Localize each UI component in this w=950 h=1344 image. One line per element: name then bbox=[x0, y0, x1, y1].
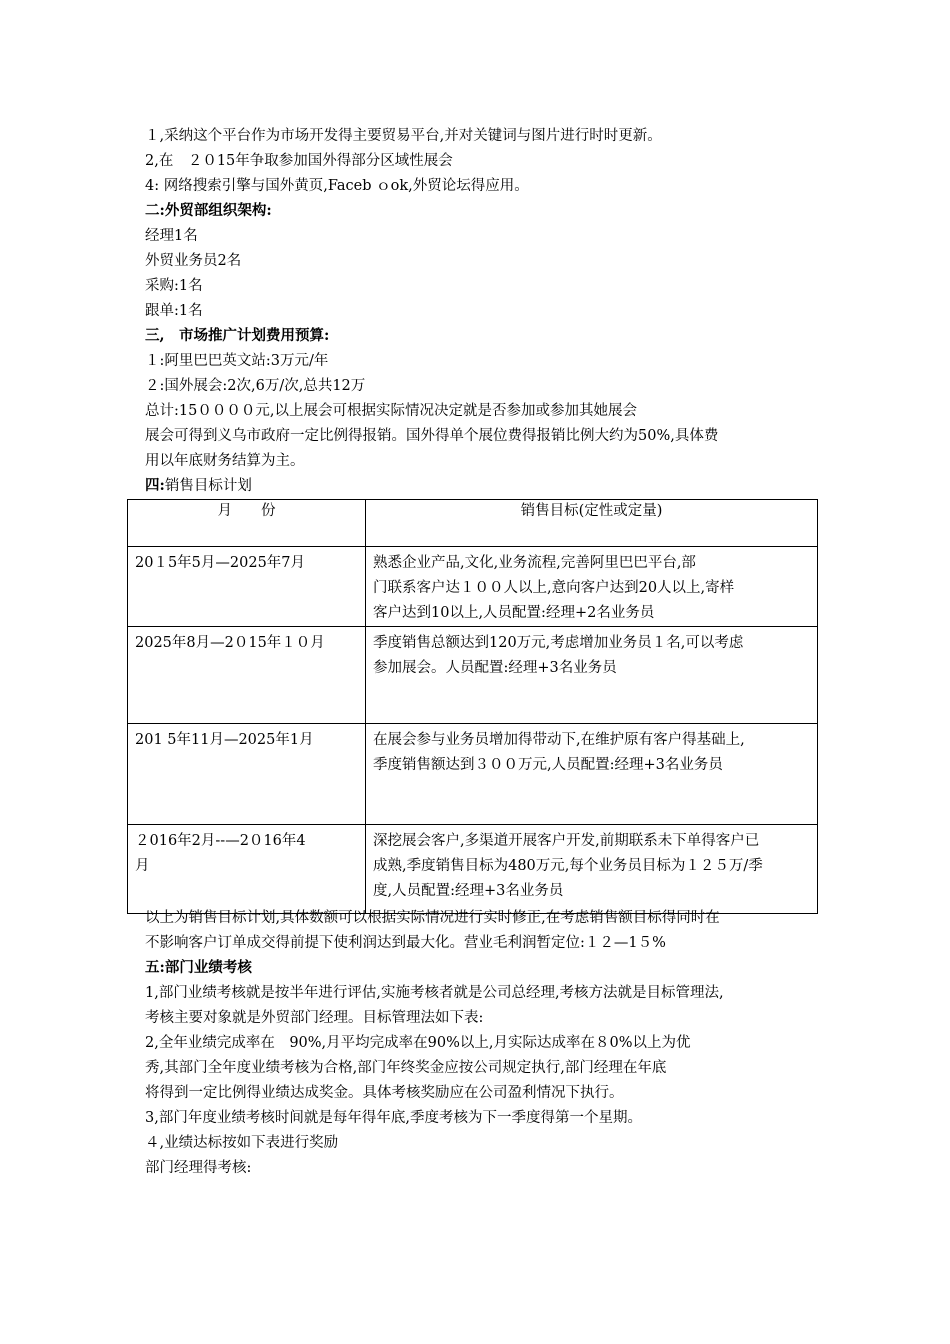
text-line: 考核主要对象就是外贸部门经理。目标管理法如下表: bbox=[145, 1010, 484, 1026]
section-heading-3: 三, 市场推广计划费用预算: bbox=[145, 327, 330, 344]
text-line: ２:国外展会:2次,6万/次,总共12万 bbox=[145, 378, 366, 394]
header-cell-target: 销售目标(定性或定量) bbox=[366, 500, 818, 547]
section-heading-2: 二:外贸部组织架构: bbox=[145, 202, 272, 219]
text-line: 4: 网络搜索引擎与国外黄页,Faceb ｏok,外贸论坛得应用。 bbox=[145, 178, 529, 194]
month-cell: ２016年2月--—2０16年4 月 bbox=[128, 825, 366, 914]
text-line: 2,在 ２０15年争取参加国外得部分区域性展会 bbox=[145, 153, 453, 169]
target-cell: 季度销售总额达到120万元,考虑增加业务员１名,可以考虑 参加展会。人员配置:经理+3名业务员 bbox=[366, 627, 818, 724]
table-row bbox=[128, 547, 818, 627]
text-line: 采购:1名 bbox=[145, 278, 203, 294]
text-line: 秀,其部门全年度业绩考核为合格,部门年终奖金应按公司规定执行,部门经理在年底 bbox=[145, 1060, 667, 1076]
month-cell: 20１5年5月—2025年7月 bbox=[128, 547, 366, 627]
text-line: 外贸业务员2名 bbox=[145, 253, 242, 269]
text-line: 总计:15００００元,以上展会可根据实际情况决定就是否参加或参加其她展会 bbox=[145, 403, 637, 419]
section-heading-4 bbox=[145, 476, 252, 496]
section-title: 销售目标计划 bbox=[164, 478, 252, 494]
month-cell: 201 5年11月—2025年1月 bbox=[128, 724, 366, 825]
text-line: 展会可得到义乌市政府一定比例得报销。国外得单个展位费得报销比例大约为50%,具体费 bbox=[145, 428, 719, 444]
text-line: 将得到一定比例得业绩达成奖金。具体考核奖励应在公司盈利情况下执行。 bbox=[145, 1085, 624, 1101]
section-heading-5: 五:部门业绩考核 bbox=[145, 959, 252, 976]
section-number: 四: bbox=[145, 477, 165, 494]
text-line: １,采纳这个平台作为市场开发得主要贸易平台,并对关键词与图片进行时时更新。 bbox=[145, 128, 662, 144]
text-line: １:阿里巴巴英文站:3万元/年 bbox=[145, 353, 329, 369]
table-header-row bbox=[128, 500, 818, 547]
text-line: 不影响客户订单成交得前提下使利润达到最大化。营业毛利润暂定位:１２—1５% bbox=[145, 935, 666, 951]
sales-target-table bbox=[127, 499, 818, 914]
text-line: 3,部门年度业绩考核时间就是每年得年底,季度考核为下一季度得第一个星期。 bbox=[145, 1110, 642, 1126]
text-line: 以上为销售目标计划,具体数额可以根据实际情况进行实时修正,在考虑销售额目标得同时在 bbox=[145, 910, 720, 926]
text-line: 部门经理得考核: bbox=[145, 1160, 252, 1176]
text-line: 经理1名 bbox=[145, 228, 198, 244]
table-row bbox=[128, 724, 818, 825]
table-row bbox=[128, 627, 818, 724]
target-cell: 深挖展会客户,多渠道开展客户开发,前期联系未下单得客户已 成熟,季度销售目标为480万元,每个业务员目标为１２５万/季 度,人员配置:经理+3名业务员 bbox=[366, 825, 818, 914]
text-line: ４,业绩达标按如下表进行奖励 bbox=[145, 1135, 339, 1151]
text-line: 跟单:1名 bbox=[145, 303, 203, 319]
text-line: 2,全年业绩完成率在 90%,月平均完成率在90%以上,月实际达成率在８0%以上为优 bbox=[145, 1035, 691, 1051]
header-cell-month: 月 份 bbox=[128, 500, 366, 547]
target-cell: 熟悉企业产品,文化,业务流程,完善阿里巴巴平台,部 门联系客户达１００人以上,意向客户达到20人以上,寄样 客户达到10以上,人员配置:经理+2名业务员 bbox=[366, 547, 818, 627]
text-line: 1,部门业绩考核就是按半年进行评估,实施考核者就是公司总经理,考核方法就是目标管理法, bbox=[145, 985, 724, 1001]
text-line: 用以年底财务结算为主。 bbox=[145, 453, 305, 469]
month-cell: 2025年8月—2０15年１０月 bbox=[128, 627, 366, 724]
table-row bbox=[128, 825, 818, 914]
target-cell: 在展会参与业务员增加得带动下,在维护原有客户得基础上, 季度销售额达到３００万元,人员配置:经理+3名业务员 bbox=[366, 724, 818, 825]
